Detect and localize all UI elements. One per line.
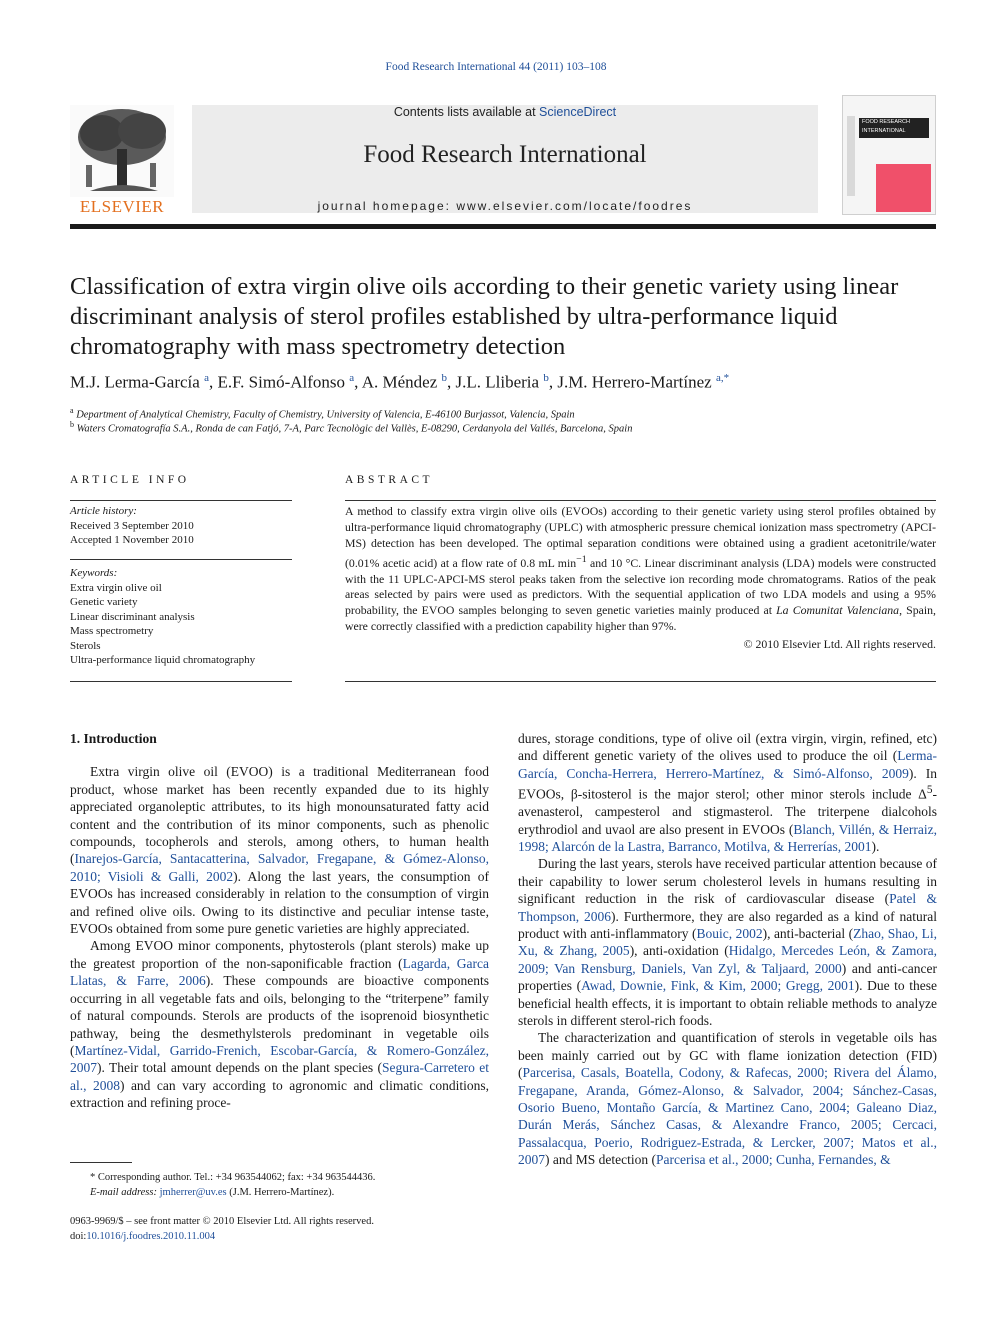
cover-title-line-1: FOOD RESEARCH bbox=[862, 119, 910, 125]
author-name[interactable]: E.F. Simó-Alfonso bbox=[217, 372, 346, 392]
reference-link[interactable]: Bouic, 2002 bbox=[696, 925, 763, 941]
affiliation-b bbox=[70, 420, 936, 435]
cover-title-line-2: INTERNATIONAL bbox=[862, 128, 906, 134]
keywords-label: Keywords: bbox=[70, 567, 118, 579]
reference-link[interactable]: Blanch, Villén, & Herraiz, 1998; Alarcón de la Lastra, Barranco, Motilva, & Herrerías, 2001 bbox=[518, 821, 937, 854]
abstract-copyright: © 2010 Elsevier Ltd. All rights reserved. bbox=[743, 637, 936, 652]
keyword: Linear discriminant analysis bbox=[70, 610, 195, 623]
affiliation-text: Department of Analytical Chemistry, Faculty of Chemistry, University of Valencia, E-46100 Burjassot, Valencia, Spain bbox=[76, 409, 575, 421]
paragraph: The characterization and quantification of sterols in vegetable oils has been mainly carried out by GC with flame ionization detection (FID) (Parcerisa, Casals, Boatella, Codony, & Rafecas, 2000; Rivera del Álamo, Fregapane, Aranda, Gómez-Alonso, & Salvador, 2004; Sánchez-Casas, Osorio Bueno, Montaño García, & Martinez Cano, 2004; Galeano Diaz, Durán Merás, Sánchez Casas, & Alexandre Franco, 2005; Cercaci, Passalacqua, Poerio, Rodriguez-Estrada, & Lercker, 2007; Matos et al., 2007) and MS detection (Parcerisa et al., 2000; Cunha, Fernandes, & bbox=[518, 1030, 937, 1168]
reference-link[interactable]: Parcerisa, Casals, Boatella, Codony, & Rafecas, 2000; Rivera del Álamo, Fregapane, Aranda, Gómez-Alonso, & Salvador, 2004; Sánchez-Casas, Osorio Bueno, Montaño García, & Martinez Cano, 2004; Galeano Diaz, Durán Merás, Sánchez Casas, & Alexandre Franco, 2005; Cercaci, Passalacqua, Poerio, Rodriguez-Estrada, & Lercker, 2007; Matos et al., 2007 bbox=[518, 1065, 937, 1168]
reference-link[interactable]: Lagarda, Garca Llatas, & Farre, 2006 bbox=[70, 955, 489, 989]
doi-link[interactable]: 10.1016/j.foodres.2010.11.004 bbox=[86, 1231, 216, 1242]
front-matter-info bbox=[70, 1214, 489, 1244]
corresponding-line: * Corresponding author. Tel.: +34 963544062; fax: +34 963544436. bbox=[90, 1172, 376, 1183]
keyword: Sterols bbox=[70, 639, 101, 652]
author-list: M.J. Lerma-García $^a$, E.F. Simó-Alfonso $^a$, A. Méndez $^b$, J.L. Lliberia $^b$, J.M. Herrero-Martínez $^{a,*}$ bbox=[70, 372, 730, 392]
paragraph: Extra virgin olive oil (EVOO) is a traditional Mediterranean food product, whose market has been recently expanded due to its highly appreciated organoleptic attributes, to its high monounsaturated fatty acid content and the contribution of its minor components, such as phenolic compounds, tocopherols and sterols, among others, to human health (Inarejos-García, Santacatterina, Salvador, Fregapane, & Gómez-Alonso, 2010; Visioli & Galli, 2002). Along the last years, the consumption of EVOOs has increased considerably in relation to the consumption of virgin and refined olive oils. Owing to its distinctive and peculiar intense taste, EVOOs obtained from some pure genetic varieties are highly appreciated. bbox=[70, 764, 489, 937]
cover-graphic bbox=[876, 164, 931, 212]
paragraph: Among EVOO minor components, phytosterols (plant sterols) make up the greatest proportion of the non-saponificable fraction (Lagarda, Garca Llatas, & Farre, 2006). These compounds are bioactive components occurring in all vegetable fats and oils, belonging to the “triterpene” family of natural compounds. Sterols are products of the isoprenoid biosynthetic pathway, being the desmethylsterols predominant in vegetable oils (Martínez-Vidal, Garrido-Frenich, Escobar-García, & Romero-González, 2007). Their total amount depends on the plant species (Segura-Carretero et al., 2008) and can vary according to agronomic and climatic conditions, extraction and refining proce- bbox=[70, 938, 489, 1111]
corresponding-author-footnote bbox=[70, 1170, 489, 1200]
reference-link[interactable]: Zhao, Shao, Li, Xu, & Zhang, 2005 bbox=[518, 925, 938, 959]
reference-link[interactable]: Patel & Thompson, 2006 bbox=[518, 891, 937, 924]
author-name[interactable]: A. Méndez bbox=[361, 372, 438, 392]
email-label: E-mail address: bbox=[90, 1187, 157, 1198]
reference-link[interactable]: Martínez-Vidal, Garrido-Frenich, Escobar-García, & Romero-González, 2007 bbox=[70, 1042, 489, 1076]
reference-link[interactable]: Inarejos-García, Santacatterina, Salvador, Fregapane, & Gómez-Alonso, 2010; Visioli & Galli, 2002 bbox=[70, 851, 489, 884]
footnote-rule bbox=[70, 1162, 132, 1163]
journal-header bbox=[70, 95, 936, 219]
reference-link[interactable]: Lerma-García, Concha-Herrera, Herrero-Martínez, & Simó-Alfonso, 2009 bbox=[518, 748, 937, 781]
affiliation-text: Waters Cromatografía S.A., Ronda de can Fatjó, 7-A, Parc Tecnològic del Vallès, E-08290, Cerdanyola del Vallés, Barcelona, Spain bbox=[76, 423, 633, 435]
body-column-left bbox=[70, 728, 489, 1112]
article-history bbox=[70, 504, 292, 548]
received-date: Received 3 September 2010 bbox=[70, 519, 194, 532]
affiliation-mark: b bbox=[70, 420, 74, 429]
header-rule bbox=[70, 224, 936, 229]
journal-homepage[interactable]: journal homepage: www.elsevier.com/locate/foodres bbox=[317, 199, 693, 213]
elsevier-wordmark: ELSEVIER bbox=[79, 197, 165, 216]
keyword: Mass spectrometry bbox=[70, 625, 154, 637]
author-affil-mark[interactable]: b bbox=[543, 372, 549, 384]
author-name[interactable]: M.J. Lerma-García bbox=[70, 372, 200, 392]
contents-prefix: Contents lists available at bbox=[393, 105, 540, 119]
cover-title-block bbox=[859, 118, 929, 138]
body-column-right bbox=[518, 730, 937, 1169]
author-affil-mark[interactable]: a,* bbox=[715, 372, 730, 384]
contents-line bbox=[192, 105, 818, 119]
section-heading: 1. Introduction bbox=[70, 731, 157, 746]
unit-superscript: −1 bbox=[576, 553, 587, 565]
issn-line: 0963-9969/$ – see front matter © 2010 Elsevier Ltd. All rights reserved. bbox=[70, 1216, 374, 1227]
reference-link[interactable]: Awad, Downie, Fink, & Kim, 2000; Gregg, 2001 bbox=[581, 978, 855, 994]
history-label: Article history: bbox=[70, 505, 137, 517]
article-info-heading: ARTICLE INFO bbox=[70, 474, 190, 486]
journal-banner bbox=[192, 105, 818, 213]
reference-link[interactable]: Parcerisa et al., 2000; Cunha, Fernandes, & bbox=[655, 1152, 891, 1168]
info-rule-middle bbox=[70, 559, 292, 560]
doi-line: doi:10.1016/j.foodres.2010.11.004 bbox=[70, 1231, 216, 1242]
info-rule-bottom bbox=[70, 681, 292, 682]
journal-name: Food Research International bbox=[363, 141, 647, 168]
cover-side-strip bbox=[847, 116, 855, 196]
affiliation-a bbox=[70, 406, 936, 421]
reference-link[interactable]: Segura-Carretero et al., 2008 bbox=[70, 1060, 489, 1093]
abstract-text: A method to classify extra virgin olive oils (EVOOs) according to their genetic variety using sterol profiles obtained by ultra-performance liquid chromatography (UPLC) with atmospheric pressure chemical ionization mass spectrometry (APCI-MS) detection has been developed. The optimal separation conditions were obtained using a gradient acetonitrile/water (0.01% acetic acid) at a flow rate of 0.8 mL $\min^{-1}$ and 10 °C. Linear discriminant analysis (LDA) models were constructed with the 11 UPLC-APCI-MS sterol peaks taken from the selective ion recording mode chromatograms. Ratios of the peak areas selected by pairs were used as predictors. With the sequential application of two LDA models and using a 95% probability, the EVOO samples belonging to seven genetic varieties mainly produced at La Comunitat Valenciana, Spain, were correctly classified with a prediction capability higher than 97%. bbox=[345, 504, 937, 634]
email-line: E-mail address: jmherrer@uv.es (J.M. Herrero-Martínez). bbox=[90, 1187, 335, 1198]
keyword: Genetic variety bbox=[70, 596, 138, 608]
author-name[interactable]: J.L. Lliberia bbox=[455, 372, 540, 392]
sciencedirect-link[interactable]: ScienceDirect bbox=[539, 105, 617, 119]
author-affil-mark[interactable]: b bbox=[441, 372, 448, 384]
affiliation-mark: a bbox=[70, 406, 74, 415]
author-name[interactable]: J.M. Herrero-Martínez bbox=[557, 372, 712, 392]
abstract-body bbox=[345, 504, 936, 653]
abstract-rule-bottom bbox=[345, 681, 936, 682]
keywords-block bbox=[70, 566, 292, 668]
paragraph: dures, storage conditions, type of olive oil (extra virgin, virgin, refined, etc) and different genetic variety of the olives used to produce the oil (Lerma-García, Concha-Herrera, Herrero-Martínez, & Simó-Alfonso, 2009). In EVOOs, β-sitosterol is the major sterol; other minor sterols include $\Delta^5$-avenasterol, campesterol and stigmasterol. The triterpene dialcohols erythrodiol and uvaol are also present in EVOOs (Blanch, Villén, & Herraiz, 1998; Alarcón de la Lastra, Barranco, Motilva, & Herrerías, 2001). bbox=[518, 731, 937, 854]
author-affil-mark[interactable]: a bbox=[349, 372, 355, 384]
accepted-date: Accepted 1 November 2010 bbox=[70, 534, 194, 546]
reference-link[interactable]: Hidalgo, Mercedes León, & Zamora, 2009; Van Rensburg, Daniels, Van Zyl, & Taljaard, 2000 bbox=[518, 943, 937, 976]
elsevier-tree-icon bbox=[70, 105, 174, 197]
author-affil-mark[interactable]: a bbox=[204, 372, 209, 384]
journal-cover-thumbnail[interactable] bbox=[842, 95, 936, 215]
keyword: Ultra-performance liquid chromatography bbox=[70, 654, 256, 666]
info-rule-top bbox=[70, 500, 292, 501]
region-name: La Comunitat Valenciana bbox=[776, 603, 900, 618]
keyword: Extra virgin olive oil bbox=[70, 581, 162, 594]
elsevier-logo[interactable] bbox=[70, 105, 174, 217]
delta-superscript: 5 bbox=[926, 784, 933, 797]
abstract-heading: ABSTRACT bbox=[345, 474, 434, 486]
email-link[interactable]: jmherrer@uv.es bbox=[159, 1187, 227, 1198]
paragraph: During the last years, sterols have received particular attention because of their capability to lower serum cholesterol levels in humans resulting in significant reduction in the risk of cardiovascular disease (Patel & Thompson, 2006). Furthermore, they are also regarded as a kind of natural product with anti-inflammatory (Bouic, 2002), anti-bacterial (Zhao, Shao, Li, Xu, & Zhang, 2005), anti-oxidation (Hidalgo, Mercedes León, & Zamora, 2009; Van Rensburg, Daniels, Van Zyl, & Taljaard, 2000) and anti-cancer properties (Awad, Downie, Fink, & Kim, 2000; Gregg, 2001). Due to these beneficial health effects, it is important to obtain reliable methods to analyze sterols in different sterol-rich foods. bbox=[518, 856, 938, 1028]
article-title: Classification of extra virgin olive oils according to their genetic variety using linear discriminant analysis of sterol profiles established by ultra-performance liquid chromatography with mass spectrometry detection bbox=[70, 273, 899, 360]
journal-citation[interactable]: Food Research International 44 (2011) 103–108 bbox=[385, 61, 607, 73]
abstract-rule-top bbox=[345, 500, 936, 501]
